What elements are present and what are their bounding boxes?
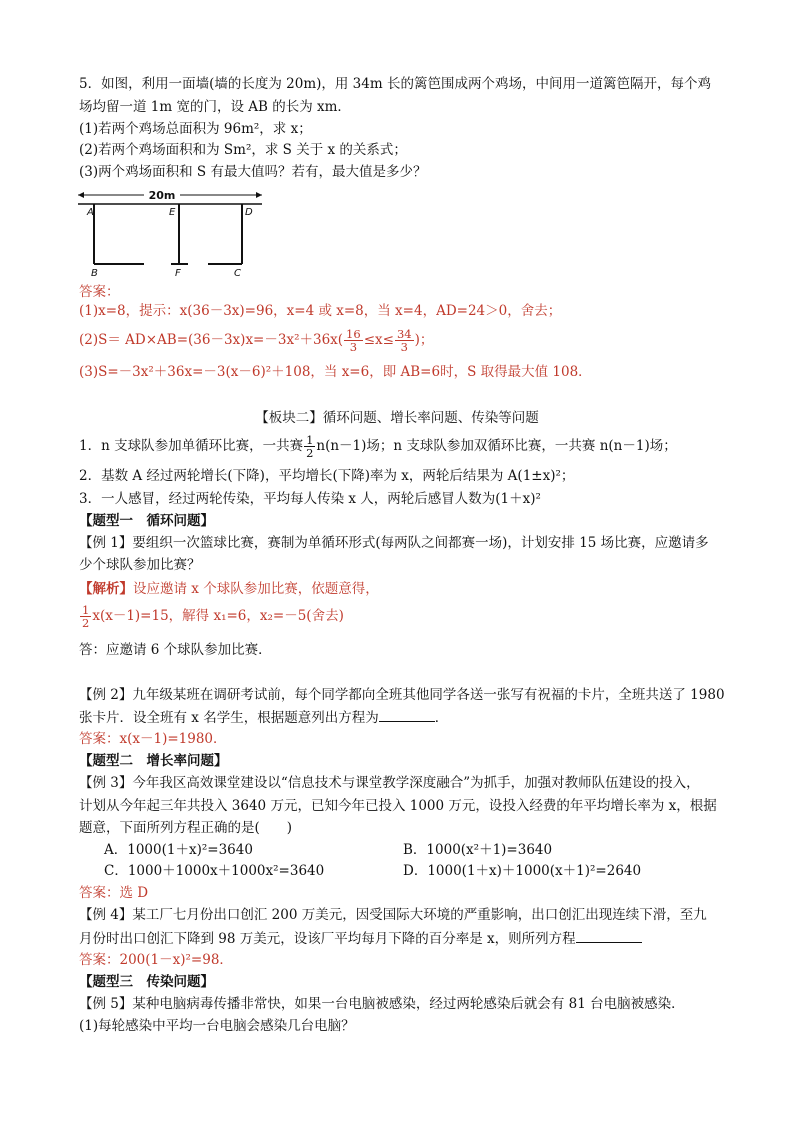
example4-answer-blank[interactable] <box>576 928 642 943</box>
example1-line1: 【例 1】要组织一次篮球比赛，赛制为单循环形式(每两队之间都赛一场)，计划安排 15 场比赛，应邀请多 <box>79 535 709 551</box>
example2-answer: 答案：x(x－1)=1980． <box>79 731 227 747</box>
example3-line1: 【例 3】今年我区高效课堂建设以“信息技术与课堂教学深度融合”为抓手，加强对教师队伍建设的投入， <box>79 775 700 791</box>
problem5-answer2: (2)S＝ AD×AB=(36－3x)x=－3x²＋36x( $\frac{16}{3}$ ≤x≤ $\frac{34}{3}$ )； <box>79 327 434 354</box>
example5-line1: 【例 5】某种电脑病毒传播非常快，如果一台电脑被感染，经过两轮感染后就会有 81 台电脑被感染． <box>79 996 685 1012</box>
example4-answer: 答案：200(1－x)²=98． <box>79 952 233 968</box>
problem5-line2: 场均留一道 1m 宽的门，设 AB 的长为 xm． <box>79 99 351 115</box>
example3-answer: 答案：选 D <box>79 885 149 901</box>
option-d[interactable]: D．1000(1＋x)＋1000(x＋1)²=2640 <box>403 863 642 879</box>
example1-answer: 答：应邀请 6 个球队参加比赛． <box>79 642 272 658</box>
example2-line2: 张卡片．设全班有 x 名学生，根据题意列出方程为 ． <box>79 707 448 728</box>
rule1: 1．n 支球队参加单循环比赛，一共赛 $\frac{1}{2}$ n(n－1)场；n 支球队参加双循环比赛，一共赛 n(n－1)场； <box>79 433 677 460</box>
example1-equation: $\frac{1}{2}$ x(x－1)=15，解得 x₁=6，x₂=－5(舍去) <box>82 603 344 630</box>
problem5-question2: (2)若两个鸡场面积和为 Sm²，求 S 关于 x 的关系式； <box>79 142 407 158</box>
option-a[interactable]: A．1000(1＋x)²=3640 <box>104 842 253 858</box>
rule2: 2．基数 A 经过两轮增长(下降)，平均增长(下降)率为 x，两轮后结果为 A(1±x)²； <box>79 468 575 484</box>
example4-line1: 【例 4】某工厂七月份出口创汇 200 万美元，因受国际大环境的严重影响，出口创汇出现连续下滑，至九 <box>79 907 707 923</box>
problem5-answer3: (3)S=－3x²＋36x=－3(x－6)²＋108，当 x=6，即 AB=6时，S 取得最大值 108． <box>79 364 592 380</box>
problem5-answer1: (1)x=8，提示：x(36－3x)=96，x=4 或 x=8，当 x=4，AD=24＞0，舍去； <box>79 303 562 319</box>
example1-line2: 少个球队参加比赛？ <box>79 557 201 573</box>
example1-analysis: 【解析】设应邀请 x 个球队参加比赛，依题意得， <box>79 581 379 597</box>
type3-title: 【题型三 传染问题】 <box>79 974 214 990</box>
chicken-coop-figure <box>76 185 276 280</box>
problem5-line1: 5．如图，利用一面墙(墙的长度为 20m)，用 34m 长的篱笆围成两个鸡场，中间用一道篱笆隔开，每个鸡 <box>79 76 711 92</box>
figure-label-a: A <box>87 207 94 218</box>
option-b[interactable]: B．1000(x²＋1)=3640 <box>403 842 553 858</box>
figure-label-d: D <box>245 207 253 218</box>
type2-title: 【题型二 增长率问题】 <box>79 753 228 769</box>
example2-answer-blank[interactable] <box>379 707 435 722</box>
option-c[interactable]: C．1000＋1000x＋1000x²=3640 <box>104 863 325 879</box>
example5-question1: (1)每轮感染中平均一台电脑会感染几台电脑？ <box>79 1018 355 1034</box>
section2-title: 【板块二】循环问题、增长率问题、传染等问题 <box>255 410 539 426</box>
example3-line3: 题意，下面所列方程正确的是( ) <box>79 820 293 836</box>
problem5-question3: (3)两个鸡场面积和 S 有最大值吗？若有，最大值是多少？ <box>79 164 427 180</box>
figure-wall-length: 20m <box>148 189 176 202</box>
problem5-answer-label: 答案： <box>79 284 120 300</box>
figure-label-b: B <box>91 268 98 279</box>
rule3: 3．一人感冒，经过两轮传染，平均每人传染 x 人，两轮后感冒人数为(1＋x)² <box>79 491 541 507</box>
example2-line1: 【例 2】九年级某班在调研考试前，每个同学都向全班其他同学各送一张写有祝福的卡片，全班共送了 1980 <box>79 687 725 703</box>
figure-label-f: F <box>175 268 181 279</box>
figure-label-e: E <box>169 207 176 218</box>
type1-title: 【题型一 循环问题】 <box>79 513 214 529</box>
figure-label-c: C <box>234 268 241 279</box>
problem5-question1: (1)若两个鸡场总面积为 96m²，求 x； <box>79 121 312 137</box>
example3-line2: 计划从今年起三年共投入 3640 万元，已知今年已投入 1000 万元，设投入经费的年平均增长率为 x，根据 <box>79 798 717 814</box>
example4-line2: 月份时出口创汇下降到 98 万美元，设该厂平均每月下降的百分率是 x，则所列方程 <box>79 928 642 949</box>
